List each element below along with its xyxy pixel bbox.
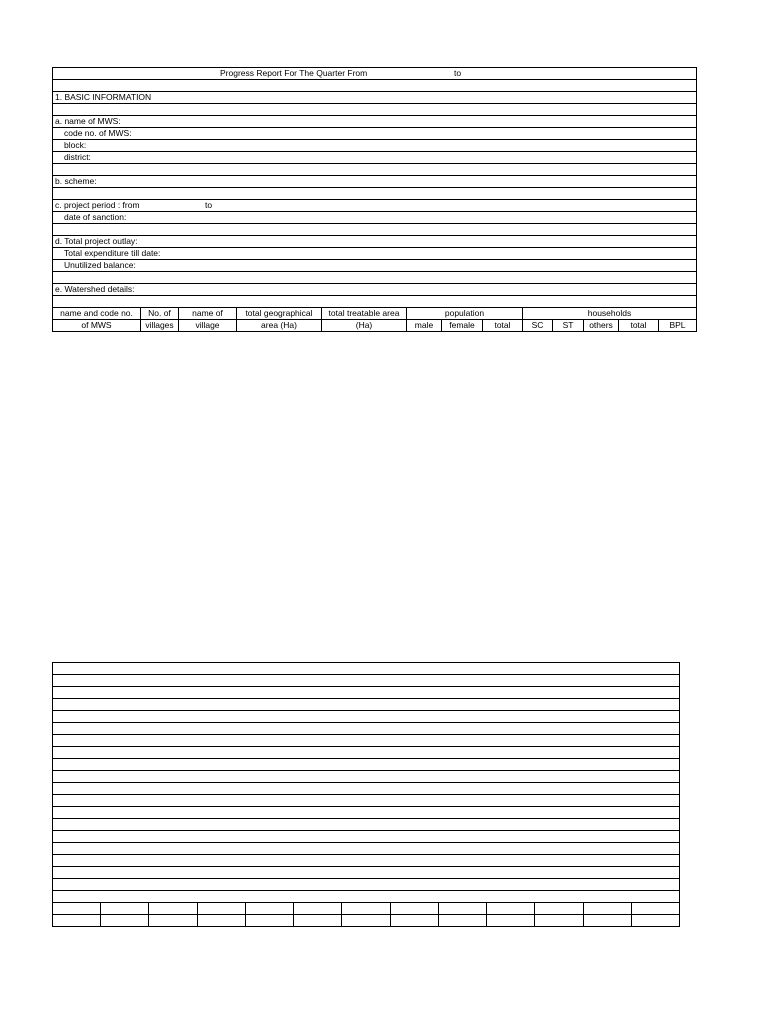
grid-cell bbox=[294, 915, 342, 926]
code-no-label: code no. of MWS: bbox=[64, 128, 132, 138]
header-cell-households: households bbox=[587, 308, 632, 318]
blank-row bbox=[53, 296, 696, 308]
grid-row bbox=[53, 771, 679, 783]
grid-cell bbox=[53, 903, 101, 914]
grid-cell bbox=[294, 903, 342, 914]
unutilized-balance-label: Unutilized balance: bbox=[64, 260, 136, 270]
grid-cell bbox=[53, 915, 101, 926]
form-row bbox=[53, 140, 696, 152]
header-cell: BPL bbox=[669, 320, 686, 330]
project-period-to-label: to bbox=[205, 200, 213, 210]
watershed-details-label: e. Watershed details: bbox=[55, 284, 135, 294]
block-label: block: bbox=[64, 140, 87, 150]
grid-cell bbox=[149, 903, 197, 914]
grid-cell bbox=[198, 903, 246, 914]
grid-row bbox=[53, 795, 679, 807]
grid-row bbox=[53, 819, 679, 831]
district-label: district: bbox=[64, 152, 91, 162]
watershed-header-row-2 bbox=[53, 320, 696, 332]
grid-row bbox=[53, 687, 679, 699]
section-heading: 1. BASIC INFORMATION bbox=[55, 92, 152, 102]
form-row bbox=[53, 176, 696, 188]
header-cell: village bbox=[179, 320, 237, 331]
header-cell: others bbox=[584, 320, 619, 331]
grid-cell bbox=[342, 903, 390, 914]
grid-row bbox=[53, 735, 679, 747]
header-cell: male bbox=[407, 320, 442, 331]
grid-row bbox=[53, 759, 679, 771]
total-expenditure-label: Total expenditure till date: bbox=[64, 248, 161, 258]
grid-cell bbox=[342, 915, 390, 926]
grid-cell bbox=[487, 915, 535, 926]
header-cell: name and code no. bbox=[53, 308, 141, 319]
grid-cell bbox=[149, 915, 197, 926]
blank-grid-table bbox=[52, 662, 680, 927]
grid-cell bbox=[439, 915, 487, 926]
grid-cell bbox=[198, 915, 246, 926]
header-cell: total treatable area bbox=[322, 308, 407, 319]
grid-row bbox=[53, 831, 679, 843]
form-row bbox=[53, 152, 696, 164]
header-cell: area (Ha) bbox=[237, 320, 322, 331]
header-cell: of MWS bbox=[53, 320, 141, 331]
report-title: Progress Report For The Quarter From bbox=[220, 68, 368, 78]
grid-cell bbox=[439, 903, 487, 914]
grid-row bbox=[53, 867, 679, 879]
blank-row bbox=[53, 80, 696, 92]
grid-row bbox=[53, 747, 679, 759]
grid-row bbox=[53, 663, 679, 675]
grid-cell bbox=[632, 915, 679, 926]
grid-row bbox=[53, 711, 679, 723]
header-cell: (Ha) bbox=[322, 320, 407, 331]
form-row bbox=[53, 128, 696, 140]
report-title-to: to bbox=[454, 68, 462, 78]
watershed-header-row-1 bbox=[53, 308, 696, 320]
form-row bbox=[53, 248, 696, 260]
date-of-sanction-label: date of sanction: bbox=[64, 212, 127, 222]
header-cell: total bbox=[483, 320, 523, 331]
grid-row bbox=[53, 675, 679, 687]
title-row bbox=[53, 68, 696, 80]
grid-cell bbox=[246, 915, 294, 926]
grid-cell bbox=[101, 903, 149, 914]
project-period-label: c. project period : from bbox=[55, 200, 140, 210]
grid-row bbox=[53, 807, 679, 819]
grid-cell bbox=[535, 915, 583, 926]
basic-information-sheet bbox=[52, 67, 697, 332]
grid-cell bbox=[584, 903, 632, 914]
grid-row bbox=[53, 879, 679, 891]
grid-row bbox=[53, 699, 679, 711]
grid-cell bbox=[584, 915, 632, 926]
form-row bbox=[53, 200, 696, 212]
header-cell: total geographical bbox=[237, 308, 322, 319]
grid-cell bbox=[535, 903, 583, 914]
scheme-label: b. scheme: bbox=[55, 176, 97, 186]
grid-row bbox=[53, 843, 679, 855]
form-row bbox=[53, 116, 696, 128]
grid-cell bbox=[391, 915, 439, 926]
total-outlay-label: d. Total project outlay: bbox=[55, 236, 138, 246]
section-heading-row bbox=[53, 92, 696, 104]
form-row bbox=[53, 260, 696, 272]
grid-cell bbox=[391, 903, 439, 914]
grid-row bbox=[53, 723, 679, 735]
grid-row bbox=[53, 783, 679, 795]
grid-cell-row bbox=[53, 903, 679, 915]
header-cell: female bbox=[442, 320, 483, 331]
name-of-mws-label: a. name of MWS: bbox=[55, 116, 121, 126]
blank-row bbox=[53, 224, 696, 236]
header-cell: No. of bbox=[141, 308, 179, 319]
header-cell-population: population bbox=[407, 308, 523, 319]
grid-row bbox=[53, 855, 679, 867]
grid-cell-row bbox=[53, 915, 679, 927]
header-cell: SC bbox=[523, 320, 553, 331]
grid-row bbox=[53, 891, 679, 903]
header-cell: villages bbox=[141, 320, 179, 331]
grid-cell bbox=[246, 903, 294, 914]
header-cell: total bbox=[619, 320, 659, 331]
blank-row bbox=[53, 164, 696, 176]
form-row bbox=[53, 236, 696, 248]
form-row bbox=[53, 212, 696, 224]
header-cell: name of bbox=[179, 308, 237, 319]
form-row bbox=[53, 284, 696, 296]
blank-row bbox=[53, 188, 696, 200]
grid-cell bbox=[101, 915, 149, 926]
grid-cell bbox=[487, 903, 535, 914]
header-cell: ST bbox=[553, 320, 584, 331]
blank-row bbox=[53, 272, 696, 284]
grid-cell bbox=[632, 903, 679, 914]
blank-row bbox=[53, 104, 696, 116]
